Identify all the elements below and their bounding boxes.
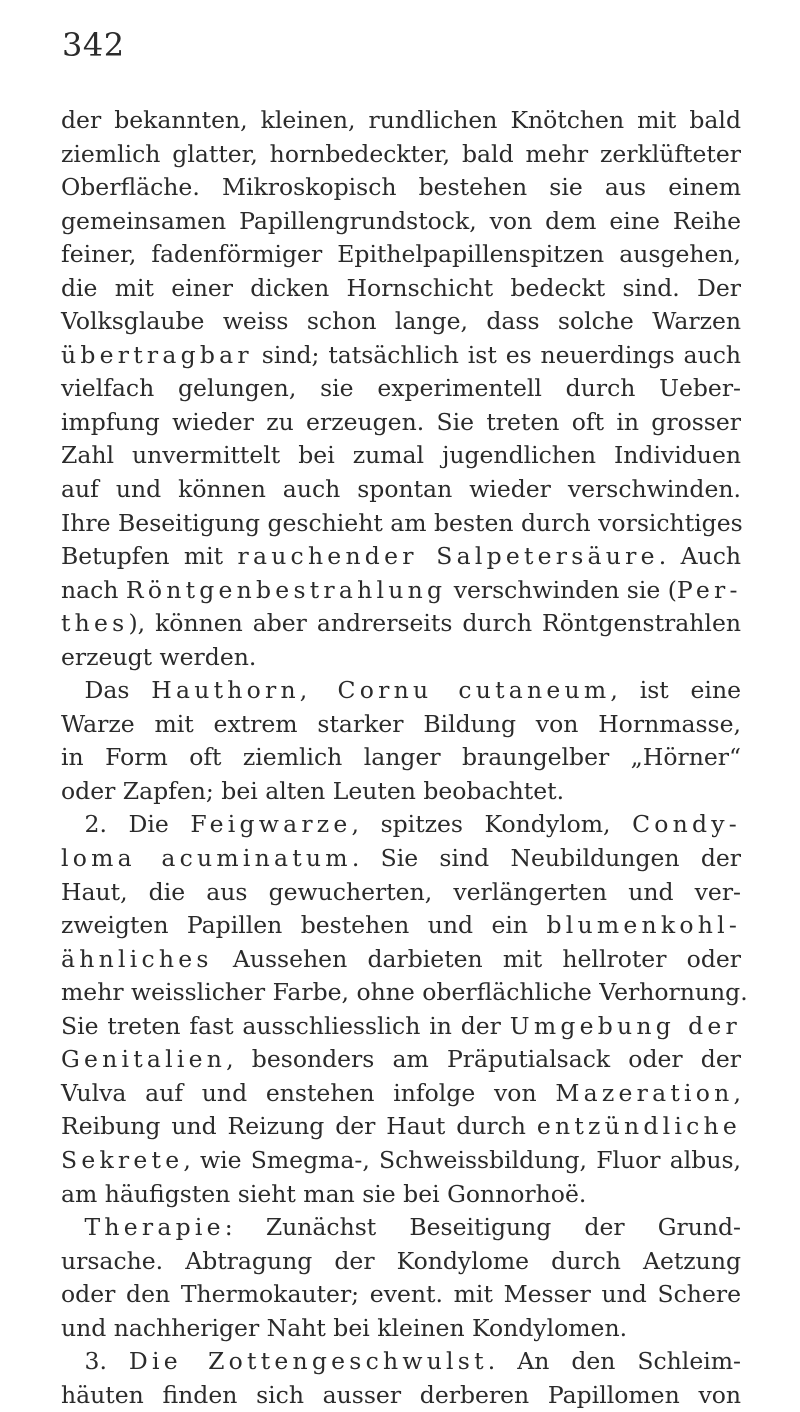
text-line (61, 876, 741, 910)
text-line (61, 507, 741, 541)
text-line (61, 1278, 741, 1312)
spaced-term: Per- (676, 575, 742, 604)
text-segment: . An den Schleim- (487, 1347, 741, 1376)
text-line (61, 775, 741, 809)
text-line (61, 1077, 741, 1111)
text-line (61, 104, 741, 138)
spaced-term: übertragbar (61, 340, 253, 369)
spaced-term: entzündliche (536, 1112, 741, 1141)
text-segment: , spitzes Kondylom, (351, 810, 633, 839)
text-line (61, 1245, 741, 1279)
text-segment: oder Zapfen; bei alten Leuten beobachtet. (61, 776, 565, 805)
text-segment: Aussehen darbieten mit hellroter oder (212, 944, 741, 973)
text-segment: nach (61, 575, 126, 604)
text-segment: Oberfläche. Mikroskopisch bestehen sie aus einem (61, 173, 741, 202)
text-line (61, 607, 741, 641)
text-line (61, 372, 741, 406)
text-segment: impfung wieder zu erzeugen. Sie treten oft in grosser (61, 407, 741, 436)
text-line (61, 339, 741, 373)
text-segment: Volksglaube weiss schon lange, dass solche Warzen (61, 307, 741, 336)
spaced-term: Feigwarze (190, 810, 352, 839)
text-line (61, 674, 741, 708)
text-line (61, 406, 741, 440)
text-line (61, 909, 741, 943)
text-segment: , ist eine (610, 676, 741, 705)
text-segment: ursache. Abtragung der Kondylome durch Aetzung (61, 1246, 741, 1275)
text-line (61, 1178, 741, 1212)
text-segment (61, 1213, 85, 1241)
body-text (61, 104, 748, 1412)
spaced-term: Condy- (632, 810, 741, 839)
text-line (61, 808, 741, 842)
text-segment: . Auch (658, 542, 741, 571)
text-segment: ), können aber andrerseits durch Röntgenstrahlen (128, 609, 741, 638)
text-line (61, 473, 741, 507)
text-segment: Warze mit extrem starker Bildung von Hornmasse, (61, 709, 741, 738)
text-segment: der bekannten, kleinen, rundlichen Knötchen mit bald (61, 106, 741, 134)
text-segment: 3. (61, 1347, 129, 1376)
text-line (61, 272, 741, 306)
text-segment: : Zunächst Beseitigung der Grund- (224, 1213, 741, 1242)
text-segment: . Sie sind Neubildungen der (351, 844, 742, 873)
spaced-term: rauchender Salpetersäure (237, 542, 659, 571)
text-segment: in Form oft ziemlich langer braungelber „Hörner“ (61, 743, 741, 772)
text-segment: , wie Smegma-, Schweissbildung, Fluor albus, (183, 1145, 741, 1174)
text-segment: gemeinsamen Papillengrundstock, von dem eine Reihe (61, 206, 741, 235)
text-segment: häuten finden sich ausser derberen Papillomen von (61, 1380, 741, 1409)
text-line (61, 171, 741, 205)
spaced-term: Röntgenbestrahlung (125, 575, 447, 604)
text-line (61, 1211, 741, 1245)
text-segment: am häufigsten sieht man sie bei Gonnorhoë. (61, 1179, 587, 1208)
text-line (61, 741, 741, 775)
text-line (61, 1043, 741, 1077)
spaced-term: Genitalien (61, 1045, 227, 1074)
text-line (61, 205, 741, 239)
spaced-term: Umgebung der (509, 1011, 741, 1040)
spaced-term: loma acuminatum (61, 844, 352, 873)
text-segment: mehr weisslicher Farbe, ohne oberflächliche Verhornung. (61, 978, 748, 1007)
text-line (61, 540, 741, 574)
text-segment: , (733, 1078, 741, 1107)
spaced-term: Sekrete (61, 1145, 184, 1174)
text-segment: Sie treten fast ausschliesslich in der (61, 1011, 510, 1040)
text-segment: Das (61, 676, 152, 705)
text-line (61, 1010, 741, 1044)
text-segment: verschwinden sie ( (446, 575, 677, 604)
text-segment: Betupfen mit (61, 542, 238, 571)
text-line (61, 1345, 741, 1379)
spaced-term: ähnliches (61, 944, 213, 973)
text-line (61, 574, 741, 608)
text-line (61, 708, 741, 742)
text-segment: erzeugt werden. (61, 642, 257, 671)
text-segment: Vulva auf und enstehen infolge von (61, 1078, 556, 1107)
text-segment: vielfach gelungen, sie experimentell durch Ueber- (61, 374, 741, 403)
text-line (61, 1379, 741, 1412)
text-line (61, 842, 741, 876)
text-segment: feiner, fadenförmiger Epithelpapillenspitzen ausgehen, (61, 240, 741, 269)
spaced-term: Therapie (84, 1213, 225, 1242)
text-line (61, 305, 741, 339)
spaced-term: blumenkohl- (546, 911, 741, 940)
text-segment: 2. Die (61, 810, 191, 839)
text-line (61, 439, 741, 473)
text-line (61, 976, 748, 1010)
text-line (61, 238, 741, 272)
text-segment: Haut, die aus gewucherten, verlängerten und ver- (61, 877, 741, 906)
page-number: 342 (62, 26, 125, 64)
spaced-term: Hauthorn, Cornu cutaneum (151, 676, 611, 705)
text-line (61, 641, 741, 675)
text-segment: oder den Thermokauter; event. mit Messer und Schere (61, 1280, 741, 1309)
spaced-term: Die Zottengeschwulst (128, 1347, 488, 1376)
text-segment: Reibung und Reizung der Haut durch (61, 1112, 537, 1141)
text-segment: die mit einer dicken Hornschicht bedeckt sind. Der (61, 273, 741, 302)
text-segment: , besonders am Präputialsack oder der (226, 1045, 741, 1074)
spaced-term: thes (61, 609, 129, 638)
text-segment: Ihre Beseitigung geschieht am besten durch vorsichtiges (61, 508, 743, 537)
text-line (61, 1312, 741, 1346)
spaced-term: Mazeration (555, 1078, 734, 1107)
text-segment: zweigten Papillen bestehen und ein (61, 911, 547, 940)
text-line (61, 1110, 741, 1144)
text-segment: und nachheriger Naht bei kleinen Kondylomen. (61, 1313, 628, 1342)
text-line (61, 1144, 741, 1178)
text-segment: auf und können auch spontan wieder verschwinden. (61, 475, 741, 504)
text-segment: ziemlich glatter, hornbedeckter, bald mehr zerklüfteter (61, 139, 741, 168)
text-line (61, 138, 741, 172)
text-segment: sind; tatsächlich ist es neuerdings auch (252, 340, 741, 369)
text-segment: Zahl unvermittelt bei zumal jugendlichen Individuen (61, 441, 741, 470)
text-line (61, 943, 741, 977)
